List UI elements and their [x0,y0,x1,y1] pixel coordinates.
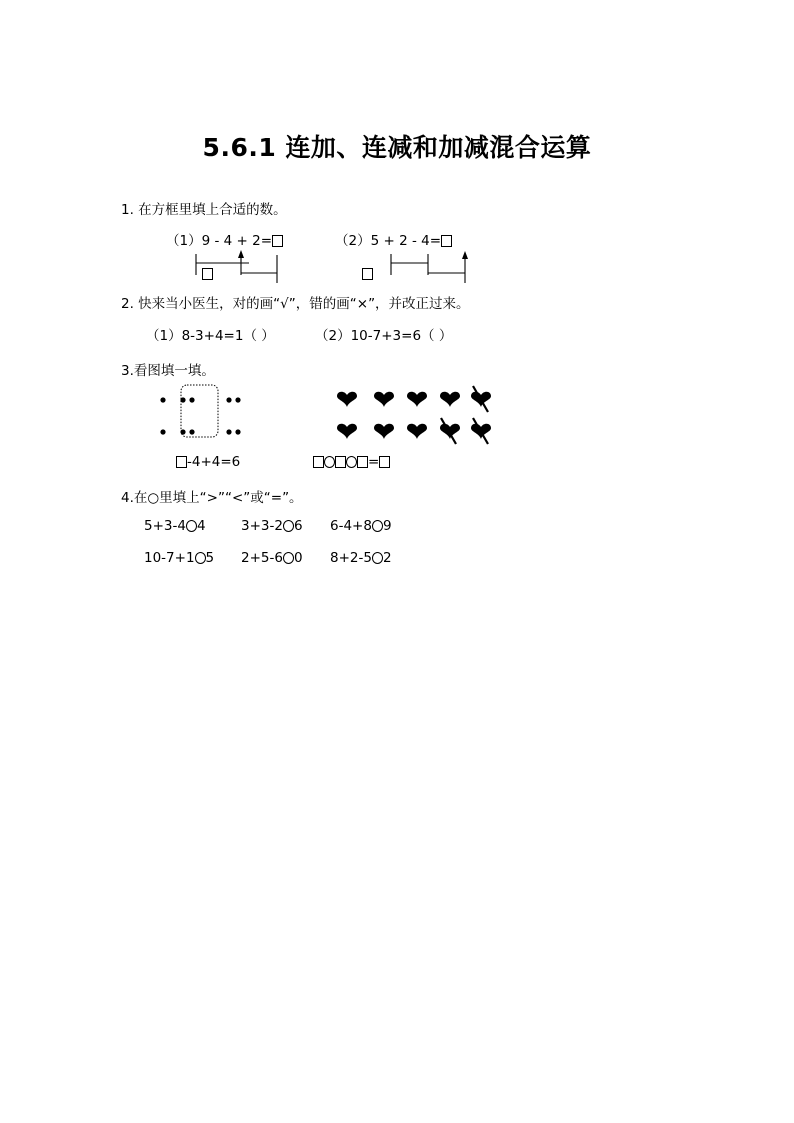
compare-circle[interactable] [283,520,294,532]
q1-item1-expr: 9 - 4 + 2= [201,233,273,249]
q4-right: 0 [293,550,303,566]
q4-right: 4 [196,518,206,534]
q4-row1-item3 [330,518,392,534]
q1-heading: 1. 在方框里填上合适的数。 [121,202,287,218]
q4-left: 6-4+8 [330,518,372,534]
q4-row2-item1 [144,550,214,566]
q3-eq1 [176,454,240,470]
q2-item1-label: （1） [146,328,182,344]
q1-item1-label: （1） [166,233,202,249]
q4-heading: 4.在○里填上“>”“<”或“=”。 [121,490,303,506]
q4-right: 2 [382,550,392,566]
q4-right: 5 [205,550,215,566]
q2-item2-expr[interactable]: 10-7+3=6（ ） [350,328,453,344]
q3-heading: 3.看图填一填。 [121,363,215,379]
q4-left: 10-7+1 [144,550,195,566]
dotted-selection-box [181,385,218,437]
compare-circle[interactable] [283,552,294,564]
q4-right: 9 [382,518,392,534]
q4-row2-item2 [241,550,303,566]
answer-box[interactable] [313,456,324,468]
compare-circle[interactable] [186,520,197,532]
compare-circle[interactable] [195,552,206,564]
compare-circle[interactable] [372,520,383,532]
answer-box[interactable] [176,456,187,468]
q4-left: 2+5-6 [241,550,283,566]
q4-left: 8+2-5 [330,550,372,566]
q1-item2-expr: 5 + 2 - 4= [370,233,442,249]
q4-row1-item2 [241,518,303,534]
dots-group [160,397,240,434]
q3-eq2 [313,454,390,470]
answer-box[interactable] [379,456,390,468]
q4-row1-item1 [144,518,206,534]
q2-item1-expr[interactable]: 8-3+4=1（ ） [181,328,275,344]
q4-left: 3+3-2 [241,518,283,534]
q4-left: 5+3-4 [144,518,186,534]
operator-circle[interactable] [324,456,335,468]
q3-eq1-tail: -4+4=6 [187,454,241,470]
q1-item2-label: （2） [335,233,371,249]
answer-box[interactable] [357,456,368,468]
compare-circle[interactable] [372,552,383,564]
operator-circle[interactable] [346,456,357,468]
page-title: 5.6.1 连加、连减和加减混合运算 [202,133,592,162]
q2-item2-label: （2） [315,328,351,344]
q3-eq2-equals: = [368,454,380,470]
q2-heading: 2. 快来当小医生，对的画“√”，错的画“×”，并改正过来。 [121,296,470,312]
q4-right: 6 [293,518,303,534]
answer-box[interactable] [335,456,346,468]
hearts-group [337,392,491,439]
q4-row2-item3 [330,550,392,566]
